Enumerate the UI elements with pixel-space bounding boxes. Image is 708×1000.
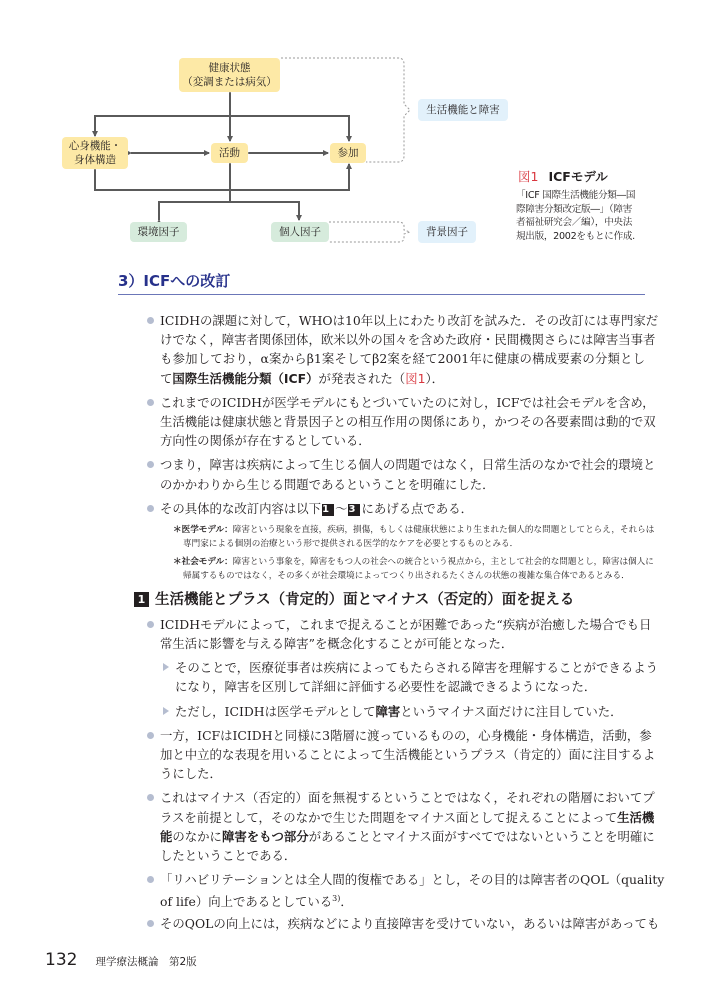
bold-term: 能 xyxy=(160,828,173,844)
paragraph-rehabilitation-qol xyxy=(147,870,665,910)
activity-label: 活動 xyxy=(219,147,240,159)
text-line xyxy=(160,499,645,518)
note-line: 専門家による個別の治療という形で提供される医学的なケアを必要とするものとみる． xyxy=(183,538,519,549)
subsection-title: 生活機能とプラス（肯定的）面とマイナス（否定的）面を捉える xyxy=(155,591,575,608)
top-connector xyxy=(95,116,349,141)
bullet-icon xyxy=(147,505,154,512)
citation-reference: 3) xyxy=(332,894,341,904)
text-line xyxy=(160,369,645,388)
text-segment: その具体的な改訂内容は以下 xyxy=(160,500,322,516)
page-number: 132 xyxy=(45,950,78,970)
text-line: 生活機能は健康状態と背景因子との相互作用の関係にあり，かつその各要素間は動的で双 xyxy=(160,413,656,429)
text-segment: というマイナス面だけに注目していた． xyxy=(400,703,623,719)
functioning-disability-label: 生活機能と障害 xyxy=(426,104,500,116)
bullet-icon xyxy=(147,461,154,468)
bullet-icon xyxy=(147,317,154,324)
text-segment: ただし，ICIDHは医学モデルとして xyxy=(175,703,376,719)
text-segment: が発表された（ xyxy=(318,370,406,386)
health-condition-label: 健康状態 xyxy=(208,62,251,74)
health-condition-box xyxy=(179,58,280,92)
text-line: これはマイナス（否定的）面を無視するということではなく，それぞれの階層においてプ xyxy=(160,790,655,806)
text-line: これまでのICIDHが医学モデルにもとづいていたのに対し，ICFでは社会モデルを含め， xyxy=(160,394,655,410)
note-medical-model xyxy=(147,523,655,551)
text-segment: ～ xyxy=(335,500,348,516)
bullet-icon xyxy=(147,399,154,406)
page-footer xyxy=(45,950,197,970)
figure-source-line: 際障害分類改定版―」（障害 xyxy=(516,203,633,215)
body-text xyxy=(137,311,665,938)
section-title: 3）ICFへの改訂 xyxy=(118,272,231,290)
text-line: のかかわりから生じる問題であるということを明確にした． xyxy=(160,476,495,492)
participation-box xyxy=(330,143,366,163)
paragraph-icf-three-levels xyxy=(147,726,656,784)
bold-term-icf: 国際生活機能分類（ICF） xyxy=(172,370,319,386)
number-badge: 1 xyxy=(322,504,334,516)
text-segment: ． xyxy=(340,894,353,910)
text-line: ICIDHの課題に対して，WHOは10年以上にわたり改訂を試みた．その改訂には専門家だ xyxy=(160,313,659,328)
note-social-model xyxy=(147,555,654,583)
bullet-icon xyxy=(147,876,154,883)
text-line xyxy=(175,702,645,721)
personal-factors-box xyxy=(271,222,329,242)
text-line: そのQOLの向上には，疾病などにより直接障害を受けていない，あるいは障害があっても xyxy=(160,915,660,931)
subpoint-understanding xyxy=(147,658,658,696)
figure-source-line: 者福祉研究会／編），中央法 xyxy=(516,217,633,228)
text-line: したということである． xyxy=(160,847,297,863)
paragraph-disability-definition xyxy=(147,455,656,493)
note-label: ＊医学モデル： xyxy=(173,524,233,535)
bullet-icon xyxy=(147,920,154,927)
subsection-number: 1 xyxy=(134,592,149,607)
text-segment: のなかに xyxy=(172,828,222,844)
text-line: うにした． xyxy=(160,766,222,782)
figure-source xyxy=(516,189,635,243)
environmental-factors-label: 環境因子 xyxy=(137,226,180,238)
bold-term: 生活機 xyxy=(617,809,655,825)
contextual-factors-box xyxy=(418,221,476,243)
paragraph-minus-aspect xyxy=(147,788,655,865)
body-functions-label: 心身機能・ xyxy=(68,140,122,152)
context-bracket xyxy=(329,222,410,242)
subsection-heading xyxy=(134,589,645,611)
section-heading xyxy=(118,270,645,295)
figure-caption xyxy=(518,167,608,185)
bullet-icon xyxy=(147,621,154,628)
contextual-factors-label: 背景因子 xyxy=(426,226,468,238)
text-segment: ラスを前提として，そのなかで生じた問題をマイナス面として捉えることによって xyxy=(160,809,618,825)
text-line: ICIDHモデルによって，これまで捉えることが困難であった“疾病が治癒した場合でも日 xyxy=(160,616,652,632)
personal-factors-label: 個人因子 xyxy=(279,226,321,238)
body-structures-label: 身体構造 xyxy=(74,154,116,166)
text-segment: of life）向上であるとしている xyxy=(160,894,333,910)
text-segment: にあげる点である． xyxy=(361,500,473,516)
note-text: 障害という事象を，障害をもつ人の社会への統合という視点から，主として社会的な問題とし，障害は個人に xyxy=(232,556,654,567)
text-line: けでなく，障害者関係団体，欧米以外の国々を含めた政府・民間機関さらには障害当事者 xyxy=(160,332,656,348)
text-line xyxy=(160,827,655,846)
note-line: 帰属するものではなく，その多くが社会環境によってつくり出されるたくさんの状態の複雑な集合体であるとみる． xyxy=(183,570,630,581)
paragraph-social-model xyxy=(147,393,656,451)
paragraph-icidh-model xyxy=(147,615,652,653)
figure-reference-link[interactable]: 図1 xyxy=(405,370,426,386)
text-line: になり，障害を区別して詳細に評価する必要性を認識できるようになった． xyxy=(175,679,597,695)
text-line: 「リハビリテーションとは全人間的復権である」とし，その目的は障害者のQOL（quality xyxy=(160,872,665,888)
paragraph-revision-points xyxy=(147,499,645,518)
number-badge: 3 xyxy=(348,504,360,516)
note-text: 障害という現象を直接，疾病，損傷，もしくは健康状態により生まれた個人的な問題としてとらえ，それらは xyxy=(232,524,655,535)
note-label: ＊社会モデル： xyxy=(173,556,233,567)
bold-term: 障害 xyxy=(375,703,401,719)
bullet-icon xyxy=(147,794,154,801)
text-line: 一方，ICFはICIDHと同様に3階層に渡っているものの，心身機能・身体構造，活動，参 xyxy=(160,727,652,743)
text-line: 常生活に影響を与える障害”を概念化することが可能となった． xyxy=(160,636,514,652)
text-line: つまり，障害は疾病によって生じる個人の問題ではなく，日常生活のなかで社会的環境と xyxy=(160,457,656,473)
figure-source-line: 規出版，2002をもとに作成. xyxy=(516,230,635,242)
bullet-icon xyxy=(147,732,154,739)
bottom-connector xyxy=(95,164,349,190)
functioning-disability-box xyxy=(418,99,508,121)
activity-box xyxy=(211,143,248,163)
body-functions-box xyxy=(62,137,128,169)
figure-number: 図1 xyxy=(518,169,539,184)
environmental-factors-box xyxy=(130,222,187,242)
participation-label: 参加 xyxy=(337,147,359,159)
health-condition-sublabel: （変調または病気） xyxy=(182,76,277,88)
triangle-bullet-icon xyxy=(163,707,169,715)
bold-term: 障害をもつ部分 xyxy=(221,828,309,844)
triangle-bullet-icon xyxy=(163,663,169,671)
subpoint-minus-aspect xyxy=(147,702,645,721)
text-segment: て xyxy=(160,370,173,386)
text-segment: ）． xyxy=(425,370,445,386)
text-line: も参加しており，α案からβ1案そしてβ2案を経て2001年に健康の構成要素の分類とし xyxy=(160,351,645,367)
text-line xyxy=(160,889,645,908)
paragraph-qol-improvement xyxy=(147,914,660,933)
figure-source-line: 「ICF 国際生活機能分類―国 xyxy=(516,190,636,201)
note-line xyxy=(173,523,655,537)
text-line: 方向性の関係が存在するとしている． xyxy=(160,433,371,449)
figure-title: ICFモデル xyxy=(548,169,608,184)
paragraph-icf-revision xyxy=(147,311,659,388)
text-line xyxy=(160,808,655,827)
text-line: そのことで，医療従事者は疾病によってもたらされる障害を理解することができるよう xyxy=(175,660,658,676)
book-title: 理学療法概論 第2版 xyxy=(95,956,197,968)
text-segment: があることとマイナス面がすべてではないということを明確に xyxy=(308,828,655,844)
text-line: 加と中立的な表現を用いることによって生活機能というプラス（肯定的）面に注目するよ xyxy=(160,747,656,762)
note-line xyxy=(173,555,654,569)
